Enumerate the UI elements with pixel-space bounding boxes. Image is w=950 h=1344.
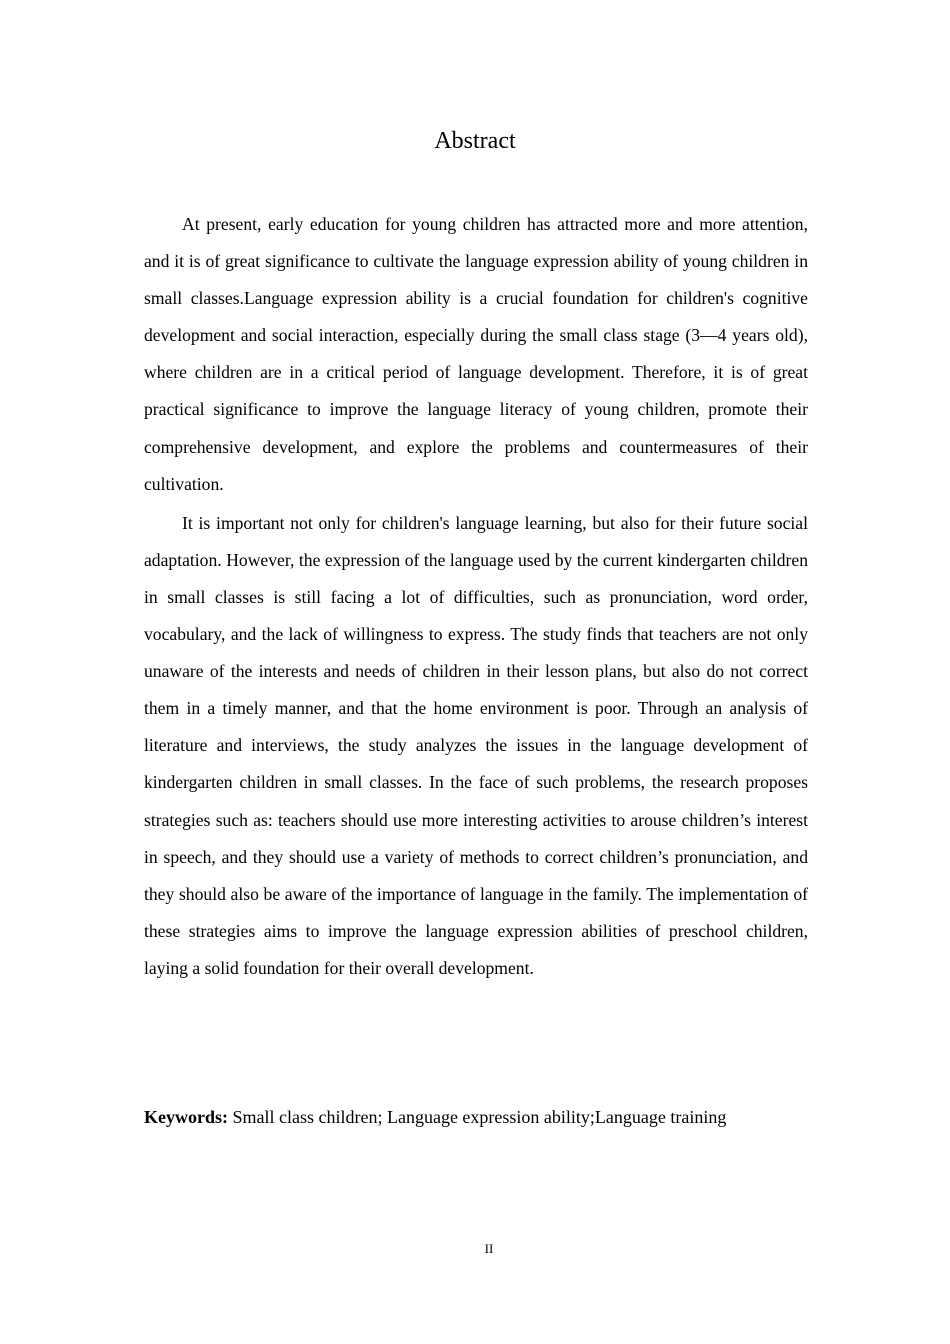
keywords-text: Small class children; Language expression ability;Language training xyxy=(232,1107,727,1127)
page-number: II xyxy=(484,1241,494,1256)
abstract-body xyxy=(144,206,808,987)
page-title: Abstract xyxy=(434,128,516,154)
keywords-label: Keywords: xyxy=(144,1107,228,1127)
keywords-line xyxy=(144,1101,824,1133)
abstract-paragraph-1: At present, early education for young children has attracted more and more attention, and it is of great significance to cultivate the language expression ability of young children in small classes.Language expression ability is a crucial foundation for children's cognitive development and social interaction, especially during the small class stage (3—4 years old), where children are in a critical period of language development. Therefore, it is of great practical significance to improve the language literacy of young children, promote their comprehensive development, and explore the problems and countermeasures of their cultivation. xyxy=(144,214,808,494)
abstract-paragraph-2: It is important not only for children's language learning, but also for their future social adaptation. However, the expression of the language used by the current kindergarten children in small classes is still facing a lot of difficulties, such as pronunciation, word order, vocabulary, and the lack of willingness to express. The study finds that teachers are not only unaware of the interests and needs of children in their lesson plans, but also do not correct them in a timely manner, and that the home environment is poor. Through an analysis of literature and interviews, the study analyzes the issues in the language development of kindergarten children in small classes. In the face of such problems, the research proposes strategies such as: teachers should use more interesting activities to arouse children’s interest in speech, and they should use a variety of methods to correct children’s pronunciation, and they should also be aware of the importance of language in the family. The implementation of these strategies aims to improve the language expression abilities of preschool children, laying a solid foundation for their overall development. xyxy=(144,512,808,978)
